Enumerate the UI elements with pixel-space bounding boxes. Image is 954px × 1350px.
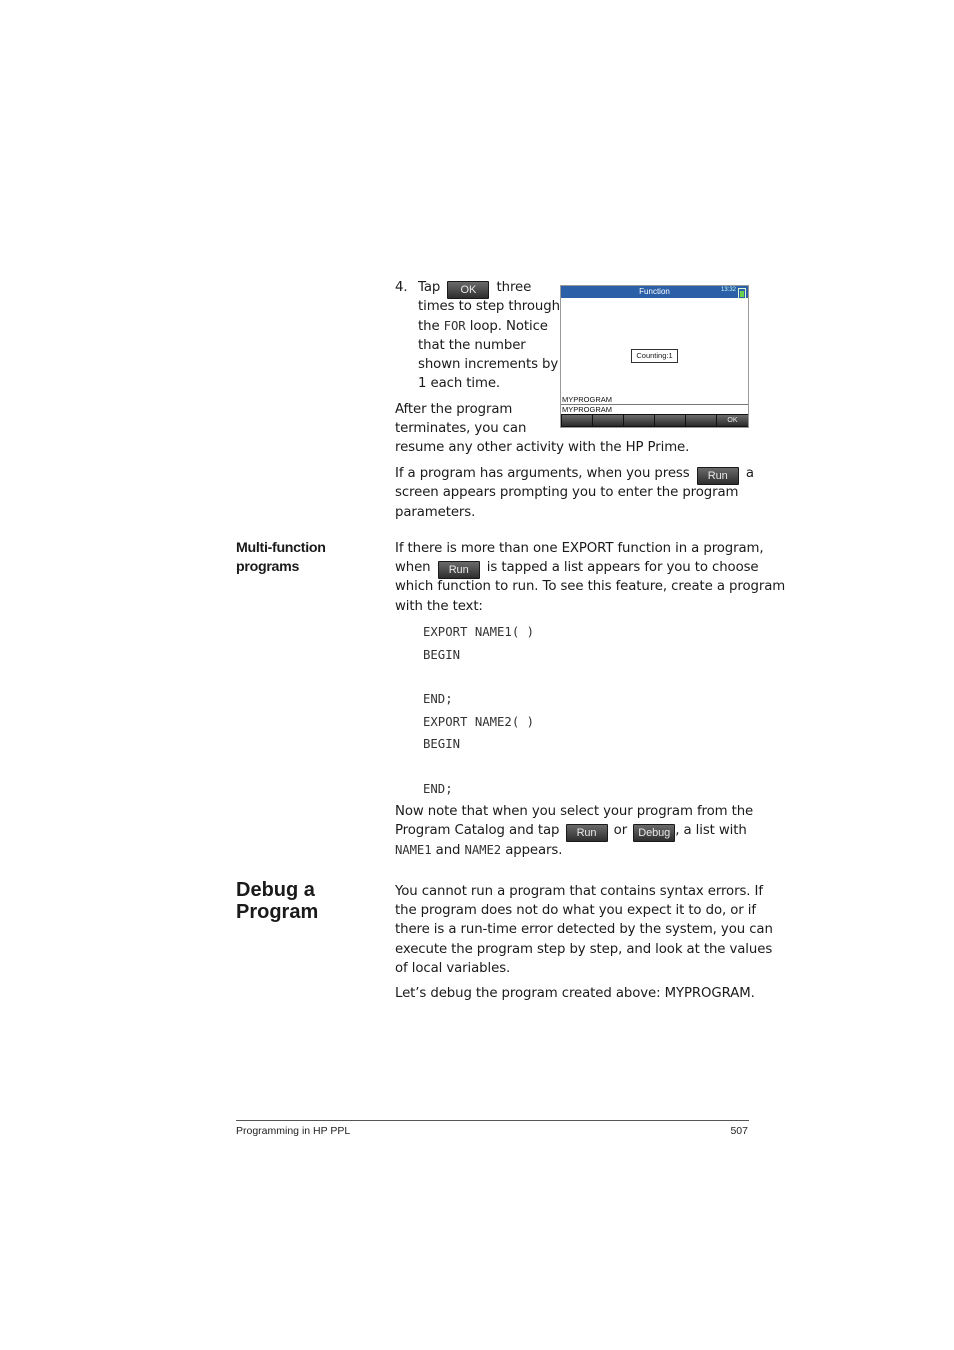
heading-line: Multi-function — [236, 540, 326, 556]
calc-softkey-ok: OK — [717, 415, 747, 426]
mf-line-3: which function to run. To see this feature, create a program — [395, 579, 786, 594]
step4-line-6: 1 each time. — [418, 376, 501, 391]
calc-softkey — [624, 415, 654, 426]
run-key: Run — [697, 467, 739, 485]
debug-key: Debug — [633, 824, 675, 842]
calc-title: Function — [639, 287, 670, 296]
debug-line-1: You cannot run a program that contains syntax errors. If — [395, 884, 763, 899]
args-post: a — [745, 466, 754, 481]
step4-line-2: times to step through — [418, 299, 560, 314]
note-pre: Program Catalog and tap — [395, 823, 560, 838]
multi-function-heading — [236, 539, 326, 577]
calc-softkey — [593, 415, 623, 426]
calc-history-1: MYPROGRAM — [562, 395, 613, 404]
step4-line-4: that the number — [418, 338, 526, 353]
args-line-2: screen appears prompting you to enter the program — [395, 485, 739, 500]
calc-softkey — [562, 415, 592, 426]
debug-line-3: there is a run-time error detected by the system, you can — [395, 922, 773, 937]
note-or: or — [613, 823, 628, 838]
after-line-2: terminates, you can — [395, 421, 527, 436]
debug-line-6: Let’s debug the program created above: MYPROGRAM. — [395, 986, 755, 1001]
note-post: , a list with — [675, 823, 747, 838]
calc-title-bar — [561, 286, 748, 298]
code-line: EXPORT NAME2( ) — [423, 715, 535, 729]
name2-code: NAME2 — [464, 843, 502, 857]
args-pre: If a program has arguments, when you press — [395, 466, 690, 481]
mf-when: when — [395, 560, 431, 575]
step4-tap: Tap — [418, 280, 441, 295]
debug-heading — [236, 879, 318, 923]
note-and: and — [435, 843, 461, 858]
heading-line: programs — [236, 559, 300, 575]
args-line-1 — [395, 464, 754, 485]
code-line: BEGIN — [423, 737, 461, 751]
step4-line-1 — [418, 278, 531, 299]
calc-history-2: MYPROGRAM — [562, 405, 613, 414]
code-line: EXPORT NAME1( ) — [423, 625, 535, 639]
step4-the: the — [418, 319, 440, 334]
run-key: Run — [438, 561, 480, 579]
for-code: FOR — [443, 319, 466, 333]
battery-icon — [738, 288, 746, 299]
note-line-3 — [395, 841, 562, 861]
footer-rule — [236, 1120, 749, 1121]
note-line-1: Now note that when you select your program from the — [395, 804, 754, 819]
step4-line-5: shown increments by — [418, 357, 559, 372]
calc-clock: 13:32 — [720, 287, 736, 293]
step-number: 4. — [395, 280, 408, 295]
debug-line-4: execute the program step by step, and look at the values — [395, 942, 773, 957]
calculator-screenshot — [560, 285, 749, 428]
calc-softkey — [686, 415, 716, 426]
args-line-3: parameters. — [395, 505, 476, 520]
step4-line-3 — [418, 317, 548, 337]
footer-title: Programming in HP PPL — [236, 1125, 351, 1137]
note-appears: appears. — [505, 843, 563, 858]
step4-loop-notice: loop. Notice — [469, 319, 548, 334]
mf-line-4: with the text: — [395, 599, 483, 614]
calc-softkey-bar — [561, 414, 748, 427]
run-key: Run — [566, 824, 608, 842]
mf-line-2 — [395, 558, 759, 579]
mf-post: is tapped a list appears for you to choose — [486, 560, 759, 575]
step4-three: three — [496, 280, 532, 295]
mf-line-1: If there is more than one EXPORT function in a program, — [395, 541, 764, 556]
code-line: END; — [423, 692, 453, 706]
note-line-2 — [395, 821, 747, 842]
heading-line: Debug a — [236, 879, 315, 901]
code-line: END; — [423, 782, 453, 796]
page-number: 507 — [730, 1125, 748, 1137]
code-line: BEGIN — [423, 648, 461, 662]
name1-code: NAME1 — [395, 843, 432, 857]
debug-line-2: the program does not do what you expect it to do, or if — [395, 903, 756, 918]
ok-key: OK — [447, 281, 489, 299]
debug-line-5: of local variables. — [395, 961, 511, 976]
after-line-3: resume any other activity with the HP Prime. — [395, 440, 690, 455]
heading-line: Program — [236, 901, 319, 923]
counting-dialog: Counting:1 — [631, 349, 678, 363]
calc-softkey — [655, 415, 685, 426]
after-line-1: After the program — [395, 402, 513, 417]
